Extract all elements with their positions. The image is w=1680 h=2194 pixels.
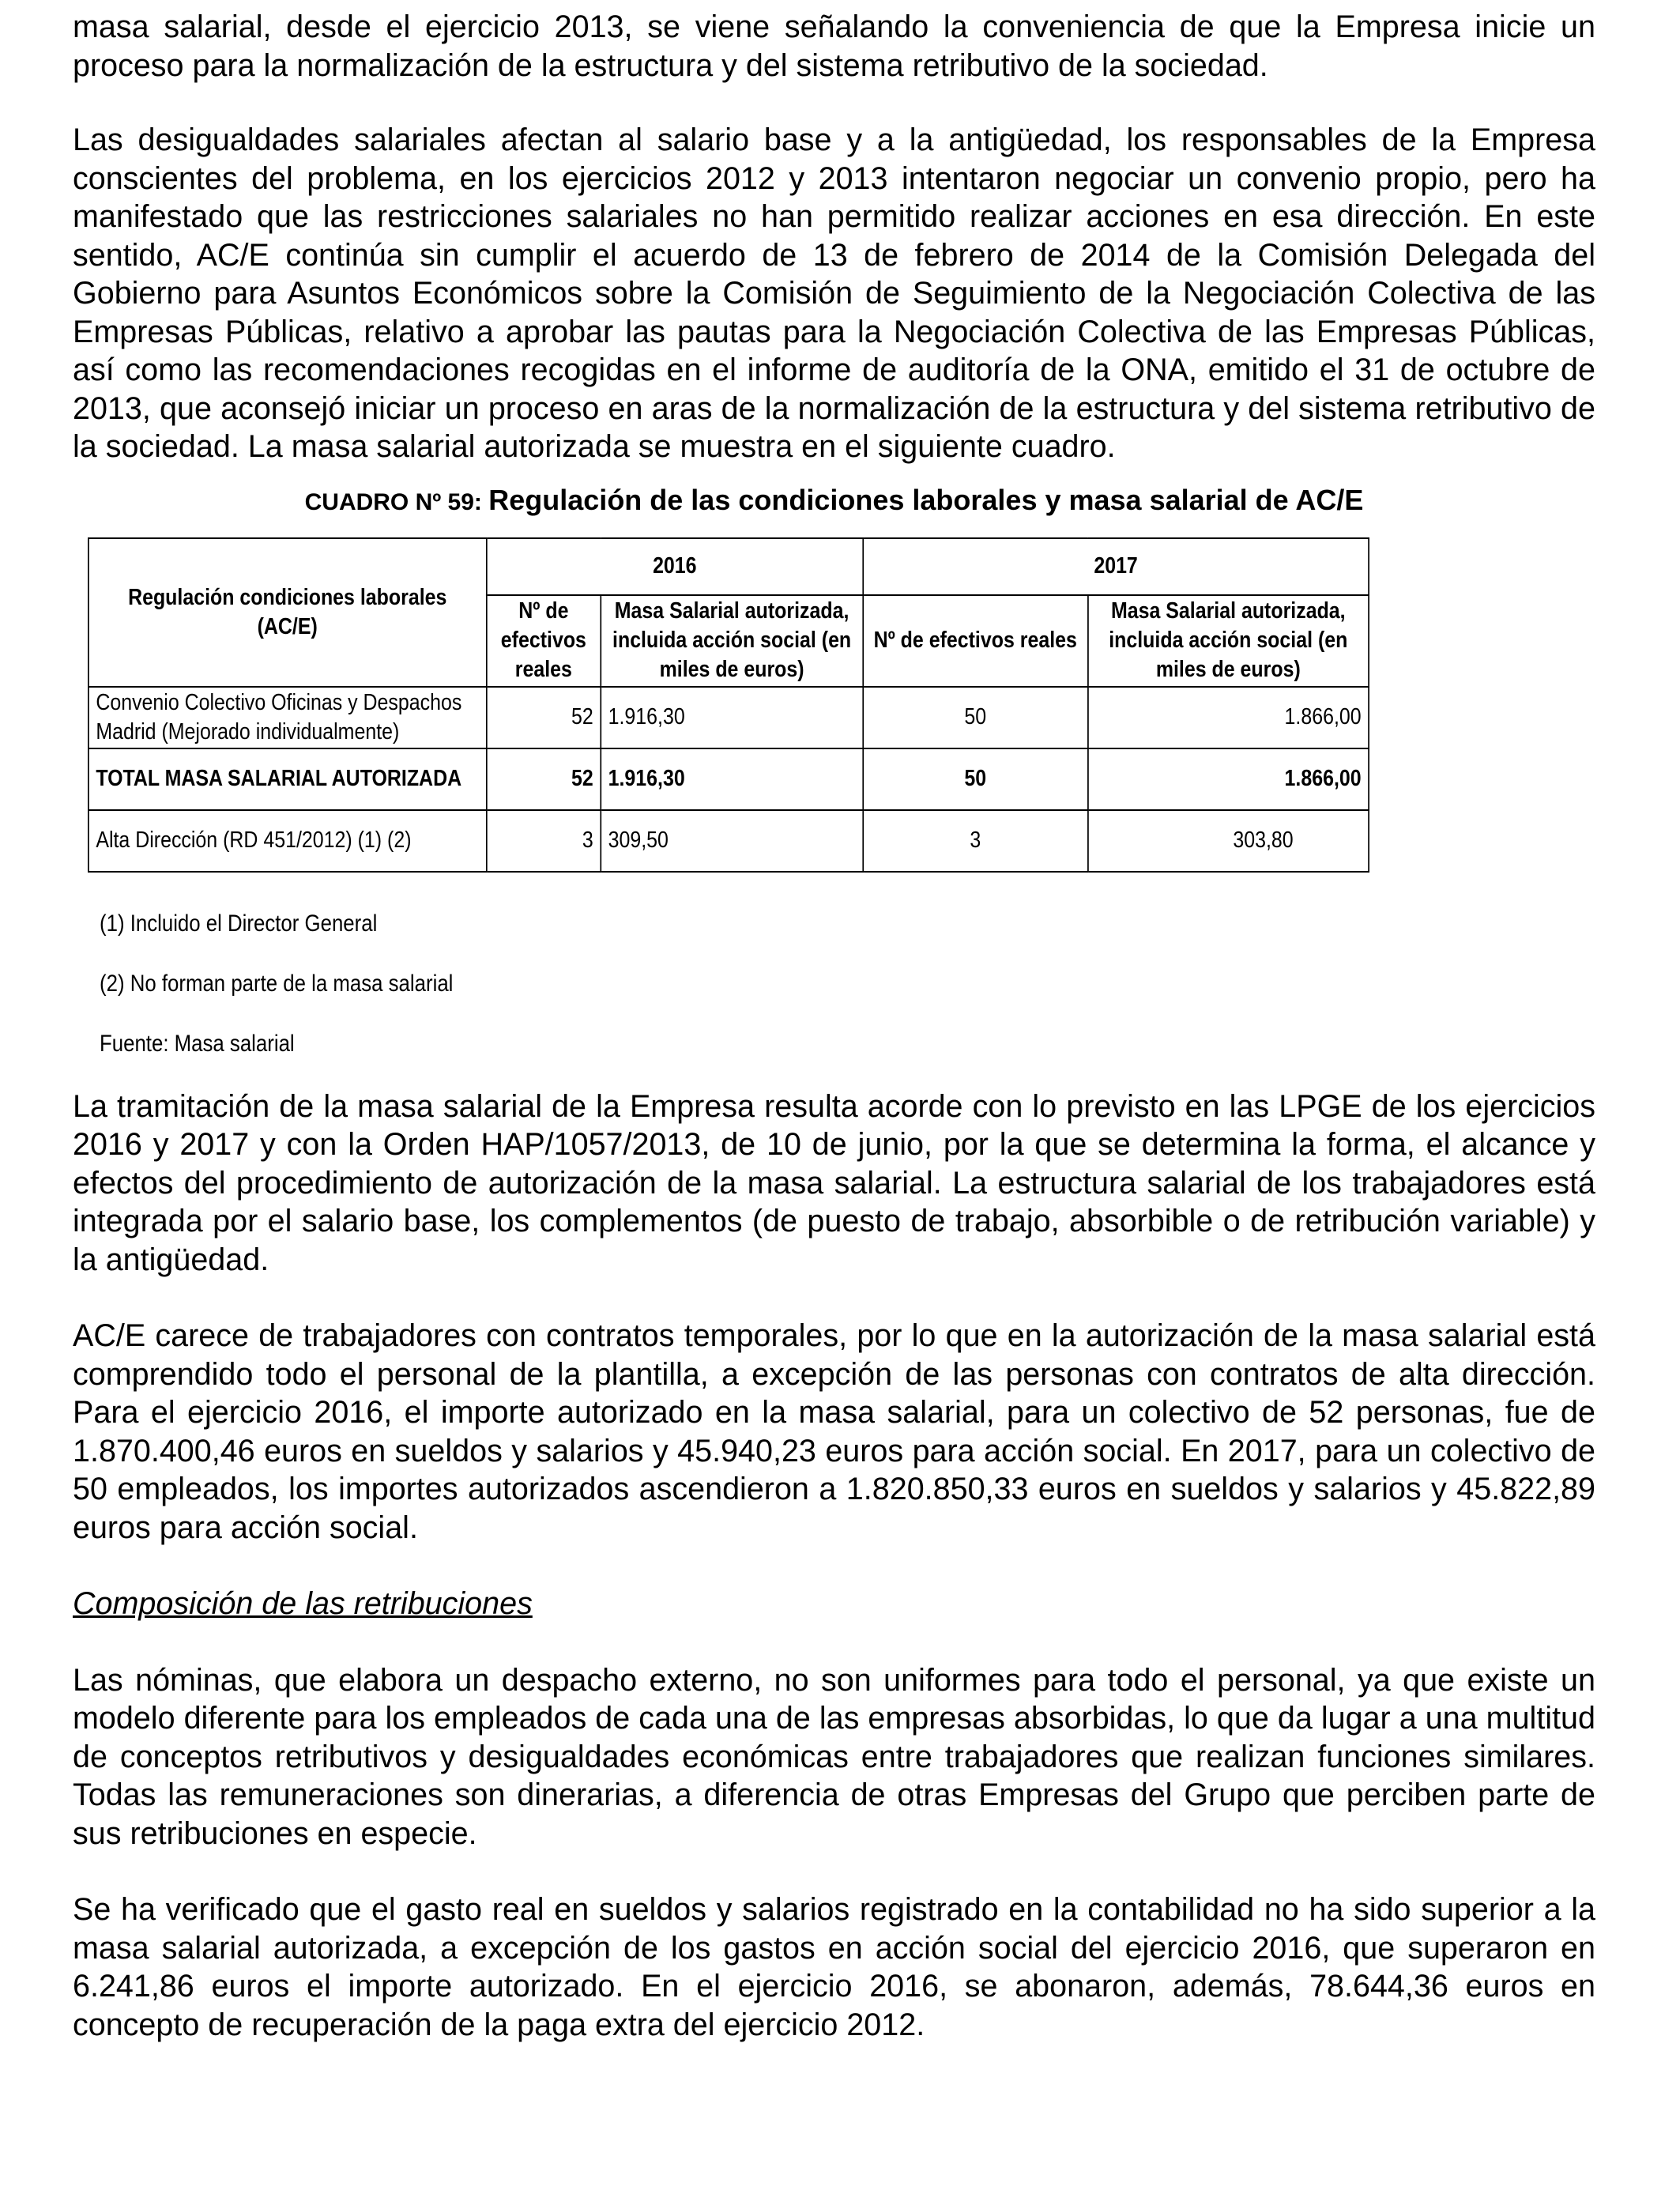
cell-efectivos-2016: 52 bbox=[487, 687, 601, 748]
paragraph: Las nóminas, que elabora un despacho externo, no son uniformes para todo el personal, ya que existe un modelo diferente para los empleados de cada una de las empresas absorbidas, lo que da lugar a una multitud de conceptos retributivos y desigualdades económicas entre trabajadores que realizan funciones similares. Todas las remuneraciones son dinerarias, a diferencia de otras Empresas del Grupo que perciben parte de sus retribuciones en especie. bbox=[73, 1662, 1595, 1851]
cell-masa-2017: 1.866,00 bbox=[1087, 687, 1369, 748]
year-2017-header: 2017 bbox=[863, 538, 1369, 595]
note: (2) No forman parte de la masa salarial bbox=[100, 970, 454, 997]
table-row bbox=[89, 810, 1369, 872]
table-container bbox=[73, 537, 1595, 880]
table-notes bbox=[100, 909, 1595, 1089]
col-efectivos-2016: Nº de efectivos reales bbox=[487, 595, 601, 687]
cell-masa-2016: 1.916,30 bbox=[601, 748, 863, 810]
col-masa-2016: Masa Salarial autorizada, incluida acción social (en miles de euros) bbox=[601, 595, 863, 687]
document-page bbox=[73, 8, 1595, 2044]
paragraph: La tramitación de la masa salarial de la Empresa resulta acorde con lo previsto en las LPGE de los ejercicios 2016 y 2017 y con la Orden HAP/1057/2013, de 10 de junio, por la que se determina la forma, el alcance y efectos del procedimiento de autorización de la masa salarial. La estructura salarial de los trabajadores está integrada por el salario base, los complementos (de puesto de trabajo, absorbible o de retribución variable) y la antigüedad. bbox=[73, 1088, 1595, 1277]
cell-efectivos-2016: 52 bbox=[487, 748, 601, 810]
cell-efectivos-2017: 50 bbox=[863, 748, 1087, 810]
cell-masa-2017: 303,80 bbox=[1087, 810, 1369, 872]
col-masa-2017: Masa Salarial autorizada, incluida acción social (en miles de euros) bbox=[1087, 595, 1369, 687]
table-row-total bbox=[89, 748, 1369, 810]
paragraph: Se ha verificado que el gasto real en sueldos y salarios registrado en la contabilidad no ha sido superior a la masa salarial autorizada, a excepción de los gastos en acción social del ejercicio 2016, que superaron en 6.241,86 euros el importe autorizado. En el ejercicio 2016, se abonaron, además, 78.644,36 euros en concepto de recuperación de la paga extra del ejercicio 2012. bbox=[73, 1892, 1595, 2042]
col-efectivos-2017: Nº de efectivos reales bbox=[863, 595, 1087, 687]
cell-efectivos-2016: 3 bbox=[487, 810, 601, 872]
salary-table bbox=[88, 537, 1369, 873]
row-header-cell: Regulación condiciones laborales (AC/E) bbox=[89, 538, 487, 687]
table-caption bbox=[73, 484, 1595, 517]
cell-masa-2017: 1.866,00 bbox=[1087, 748, 1369, 810]
row-label: Alta Dirección (RD 451/2012) (1) (2) bbox=[89, 810, 487, 872]
cell-efectivos-2017: 50 bbox=[863, 687, 1087, 748]
paragraph: masa salarial, desde el ejercicio 2013, se viene señalando la conveniencia de que la Empresa inicie un proceso para la normalización de la estructura y del sistema retributivo de la sociedad. bbox=[73, 9, 1595, 83]
cell-masa-2016: 1.916,30 bbox=[601, 687, 863, 748]
paragraph: AC/E carece de trabajadores con contratos temporales, por lo que en la autorización de la masa salarial está comprendido todo el personal de la plantilla, a excepción de las personas con contratos de alta dirección. Para el ejercicio 2016, el importe autorizado en la masa salarial, para un colectivo de 52 personas, fue de 1.870.400,46 euros en sueldos y salarios y 45.940,23 euros para acción social. En 2017, para un colectivo de 50 empleados, los importes autorizados ascendieron a 1.820.850,33 euros en sueldos y salarios y 45.822,89 euros para acción social. bbox=[73, 1318, 1595, 1545]
note: (1) Incluido el Director General bbox=[100, 910, 378, 937]
year-2016-header: 2016 bbox=[487, 538, 863, 595]
table-caption-title: Regulación de las condiciones laborales y masa salarial de AC/E bbox=[488, 483, 1364, 516]
source-note: Fuente: Masa salarial bbox=[100, 1030, 295, 1057]
row-label: TOTAL MASA SALARIAL AUTORIZADA bbox=[89, 748, 487, 810]
section-title: Composición de las retribuciones bbox=[73, 1586, 533, 1621]
table-row bbox=[89, 687, 1369, 748]
table-caption-label: CUADRO Nº 59: bbox=[304, 488, 489, 515]
cell-masa-2016: 309,50 bbox=[601, 810, 863, 872]
paragraph: Las desigualdades salariales afectan al salario base y a la antigüedad, los responsables de la Empresa conscientes del problema, en los ejercicios 2012 y 2013 intentaron negociar un convenio propio, pero ha manifestado que las restricciones salariales no han permitido realizar acciones en esa dirección. En este sentido, AC/E continúa sin cumplir el acuerdo de 13 de febrero de 2014 de la Comisión Delegada del Gobierno para Asuntos Económicos sobre la Comisión de Seguimiento de la Negociación Colectiva de las Empresas Públicas, relativo a aprobar las pautas para la Negociación Colectiva de las Empresas Públicas, así como las recomendaciones recogidas en el informe de auditoría de la ONA, emitido el 31 de octubre de 2013, que aconsejó iniciar un proceso en aras de la normalización de la estructura y del sistema retributivo de la sociedad. La masa salarial autorizada se muestra en el siguiente cuadro. bbox=[73, 123, 1595, 464]
cell-efectivos-2017: 3 bbox=[863, 810, 1087, 872]
row-label: Convenio Colectivo Oficinas y Despachos Madrid (Mejorado individualmente) bbox=[89, 687, 487, 748]
